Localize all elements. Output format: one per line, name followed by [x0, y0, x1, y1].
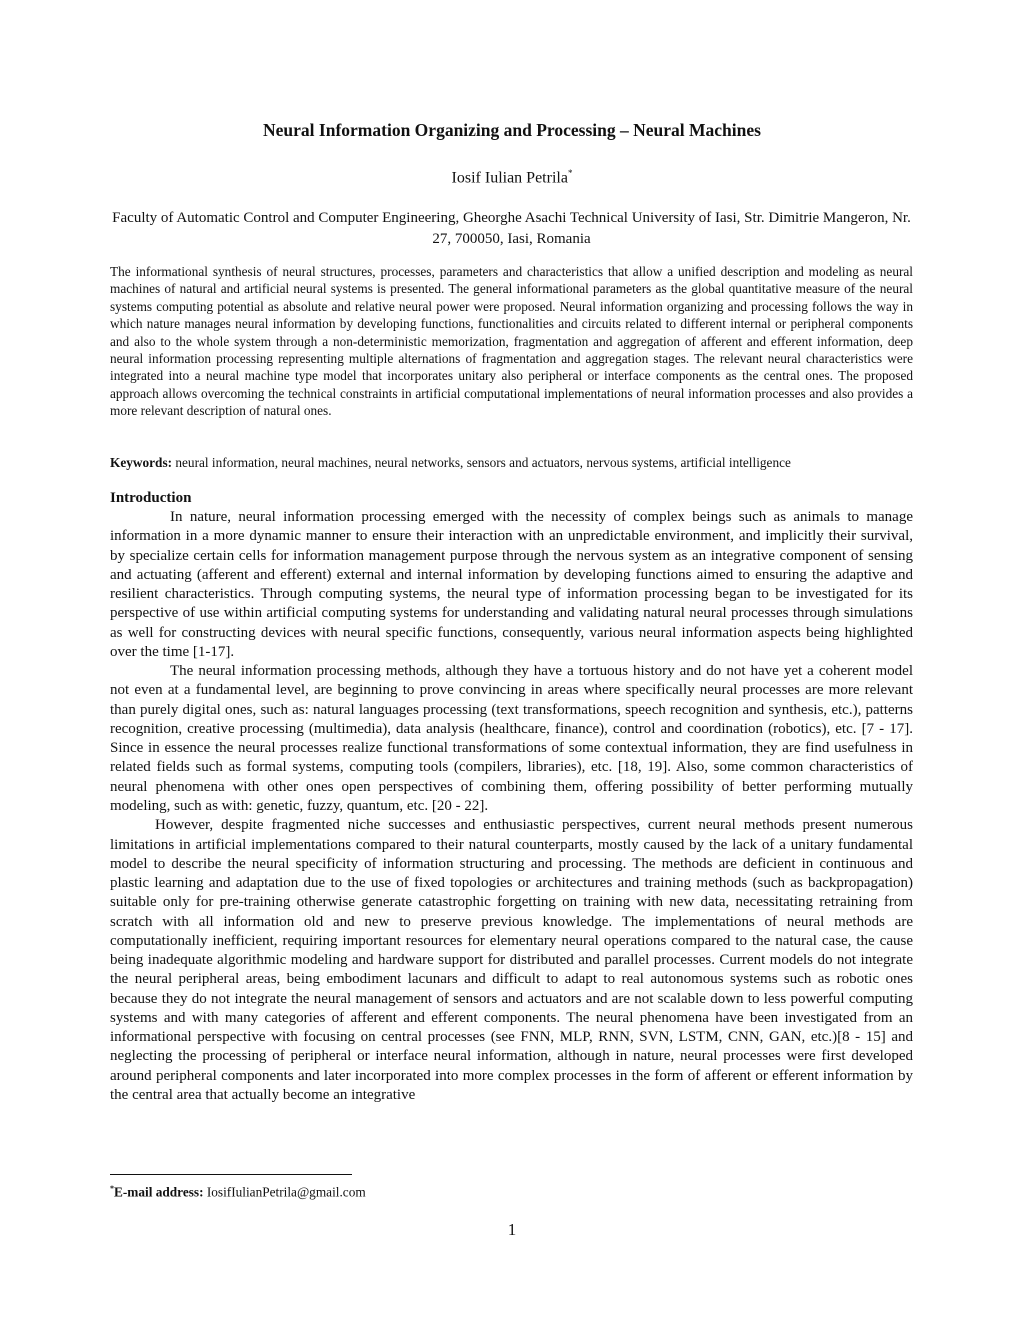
paragraph: In nature, neural information processing emerged with the necessity of complex beings such as animals to manage information in a more dynamic manner to ensure their interaction with an unpredictable environment, and implicitly their survival, by specialize certain cells for information management purpose through the nervous system as an integrative component of sensing and actuating (afferent and efferent) external and internal information by developing functions aimed to ensuring the adaptive and resilient characteristics. Through computing systems, the neural type of information processing began to be investigated for its perspective of use within artificial computing systems for understanding and validating natural neural processes through simulations as well for constructing devices with neural specific functions, consequently, various neural information aspects being highlighted over the time [1-17].	[110, 509, 913, 660]
author-footnote-mark: *	[567, 168, 573, 178]
footnote-mark: *	[110, 1184, 114, 1193]
author-line	[0, 168, 1024, 187]
paragraph: The neural information processing methods, although they have a tortuous history and do not have yet a coherent model not even at a fundamental level, are beginning to prove convincing in areas where specifically neural processes are more relevant than purely digital ones, such as: natural languages processing (text transformations, speech recognition and synthesis, etc.), patterns recognition, creative processing (multimedia), data analysis (healthcare, finance), control and coordination (robotics), etc. [7 - 17]. Since in essence the neural processes realize functional transformations of some contextual information, they are find usefulness in related fields such as formal systems, computing tools (compilers, libraries), etc. [18, 19]. Also, some common characteristics of neural phenomena with other ones open perspectives of combining them, offering possibility of better performing mutually modeling, such as with: genetic, fuzzy, quantum, etc. [20 - 22].	[110, 663, 913, 814]
footnote-divider	[110, 1174, 352, 1175]
paragraph: However, despite fragmented niche successes and enthusiastic perspectives, current neural methods present numerous limitations in artificial implementations compared to their natural counterparts, mostly caused by the lack of a unitary fundamental model to describe the neural specificity of information structuring and processing. The methods are deficient in continuous and plastic learning and adaptation due to the use of fixed topologies or architectures and training methods (such as backpropagation) suitable only for pre-training otherwise generate catastrophic forgetting on training with new data, necessitating retraining from scratch with all information old and new to preserve previous knowledge. The implementations of neural methods are computationally inefficient, requiring important resources for elementary neural operations compared to the natural case, the cause being inadequate algorithmic modeling and hardware support for distributed and parallel processes. Current models do not integrate the neural peripheral areas, being embodiment lacunars and difficult to adapt to real autonomous systems such as robotic ones because they do not integrate the neural management of sensors and actuators and are not scalable down to less powerful computing systems and with many categories of afferent and efferent components. The neural phenomena have been investigated from an informational perspective with focusing on central processes (see FNN, MLP, RNN, SVN, LSTM, CNN, GAN, etc.)[8 - 15] and neglecting the processing of peripheral or interface neural information, although in nature, neural processes were first developed around peripheral components and later incorporated into more complex processes in the form of afferent or efferent information by the central area that actually become an integrative	[110, 817, 913, 1103]
abstract: The informational synthesis of neural structures, processes, parameters and characteristics that allow a unified description and modeling as neural machines of natural and artificial neural systems is presented. The general informational parameters as the global quantitative measure of the neural systems computing potential as absolute and relative neural power were proposed. Neural information organizing and processing follows the way in which nature manages neural information by developing functions, functionalities and circuits related to different internal or peripheral components and also to the whole system through a non-deterministic memorization, fragmentation and aggregation of afferent and efferent information, deep neural information processing representing multiple alternations of fragmentation and aggregation stages. The relevant neural characteristics were integrated into a neural machine type model that incorporates unitary also peripheral or interface components as the central ones. The proposed approach allows overcoming the technical constraints in artificial computational implementations of neural information processes and also provides a more relevant description of natural ones.	[110, 264, 913, 419]
section-heading-introduction: Introduction	[110, 490, 192, 506]
footnote-label: E-mail address:	[114, 1184, 204, 1200]
paper-title: Neural Information Organizing and Processing – Neural Machines	[263, 120, 761, 140]
keywords-label: Keywords:	[110, 455, 173, 470]
introduction-body	[110, 508, 913, 1105]
footnote	[110, 1184, 366, 1200]
page-number: 1	[507, 1220, 517, 1239]
affiliation: Faculty of Automatic Control and Computer Engineering, Gheorghe Asachi Technical University of Iasi, Str. Dimitrie Mangeron, Nr. 27, 700050, Iasi, Romania	[112, 210, 911, 247]
keywords	[110, 455, 913, 471]
keywords-text: neural information, neural machines, neural networks, sensors and actuators, nervous systems, artificial intelligence	[172, 455, 791, 470]
footnote-email: IosifIulianPetrila@gmail.com	[203, 1184, 366, 1200]
author-name: Iosif Iulian Petrila	[451, 169, 568, 187]
